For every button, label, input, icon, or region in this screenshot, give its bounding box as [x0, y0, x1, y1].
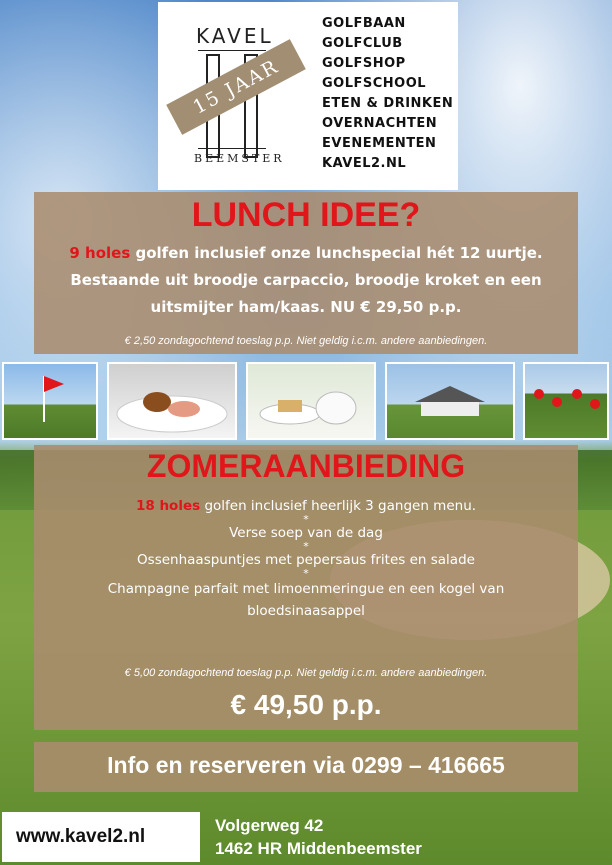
- dessert-icon: [248, 364, 374, 438]
- service-item-link[interactable]: KAVEL2.NL: [322, 156, 407, 171]
- service-item: GOLFSCHOOL: [322, 76, 427, 91]
- course-soup: Verse soep van de dag: [229, 525, 383, 541]
- poppy-icon: [525, 364, 607, 438]
- logo-block: [158, 2, 458, 190]
- service-item: GOLFSHOP: [322, 56, 406, 71]
- course-main: Ossenhaaspuntjes met pepersaus frites en salade: [137, 552, 475, 568]
- logo-rule-bottom: [198, 148, 266, 149]
- clubhouse-icon: [387, 364, 513, 438]
- logo-rule-top: [198, 50, 266, 51]
- service-item: OVERNACHTEN: [322, 116, 438, 131]
- address-street: Volgerweg 42: [215, 816, 324, 835]
- course-dessert: Champagne parfait met limoenmeringue en een kogel van bloedsinaasappel: [107, 581, 505, 619]
- plate-icon: [109, 364, 235, 438]
- golf-flag-icon: [4, 364, 96, 438]
- lunch-text: golfen inclusief onze lunchspecial hét 12 uurtje. Bestaande uit broodje carpaccio, broodje kroket en een uitsmijter ham/kaas. NU € 29,50 p.p.: [70, 244, 543, 316]
- photo-lunch-plate: [107, 362, 237, 440]
- reservation-info[interactable]: Info en reserveren via 0299 – 416665: [107, 752, 505, 778]
- logo-anniversary: 15 JAAR: [189, 55, 283, 119]
- website-link[interactable]: www.kavel2.nl: [16, 826, 146, 847]
- photo-golf-flag: [2, 362, 98, 440]
- photo-clubhouse: [385, 362, 515, 440]
- lunch-note: € 2,50 zondagochtend toeslag p.p. Niet geldig i.c.m. andere aanbiedingen.: [124, 335, 488, 347]
- course-separator: *: [303, 567, 309, 580]
- service-list: [322, 14, 453, 174]
- lunch-title: LUNCH IDEE?: [191, 196, 421, 234]
- zomer-highlight: 18 holes: [135, 498, 201, 514]
- zomer-note: € 5,00 zondagochtend toeslag p.p. Niet geldig i.c.m. andere aanbiedingen.: [124, 667, 488, 679]
- course-separator: *: [303, 540, 309, 553]
- zomer-price: € 49,50 p.p.: [230, 689, 382, 720]
- lunch-description: [52, 240, 560, 321]
- logo-brand: KAVEL: [196, 24, 274, 48]
- address-city: 1462 HR Middenbeemster: [215, 839, 422, 858]
- service-item: EVENEMENTEN: [322, 136, 437, 151]
- info-panel: [34, 742, 578, 792]
- photo-dessert: [246, 362, 376, 440]
- photo-poppies: [523, 362, 609, 440]
- service-item: ETEN & DRINKEN: [322, 96, 454, 111]
- lunch-panel: [34, 192, 578, 354]
- zomer-panel: [34, 445, 578, 730]
- service-item: GOLFBAAN: [322, 16, 406, 31]
- service-item: GOLFCLUB: [322, 36, 403, 51]
- logo-sub: BEEMSTER: [194, 152, 285, 165]
- address: [215, 814, 422, 860]
- zomer-intro-text: golfen inclusief heerlijk 3 gangen menu.: [200, 498, 477, 514]
- course-separator: *: [303, 513, 309, 526]
- zomer-description: [44, 497, 568, 622]
- url-box: [2, 812, 200, 862]
- lunch-highlight: 9 holes: [69, 244, 131, 262]
- zomer-title: ZOMERAANBIEDING: [146, 448, 466, 484]
